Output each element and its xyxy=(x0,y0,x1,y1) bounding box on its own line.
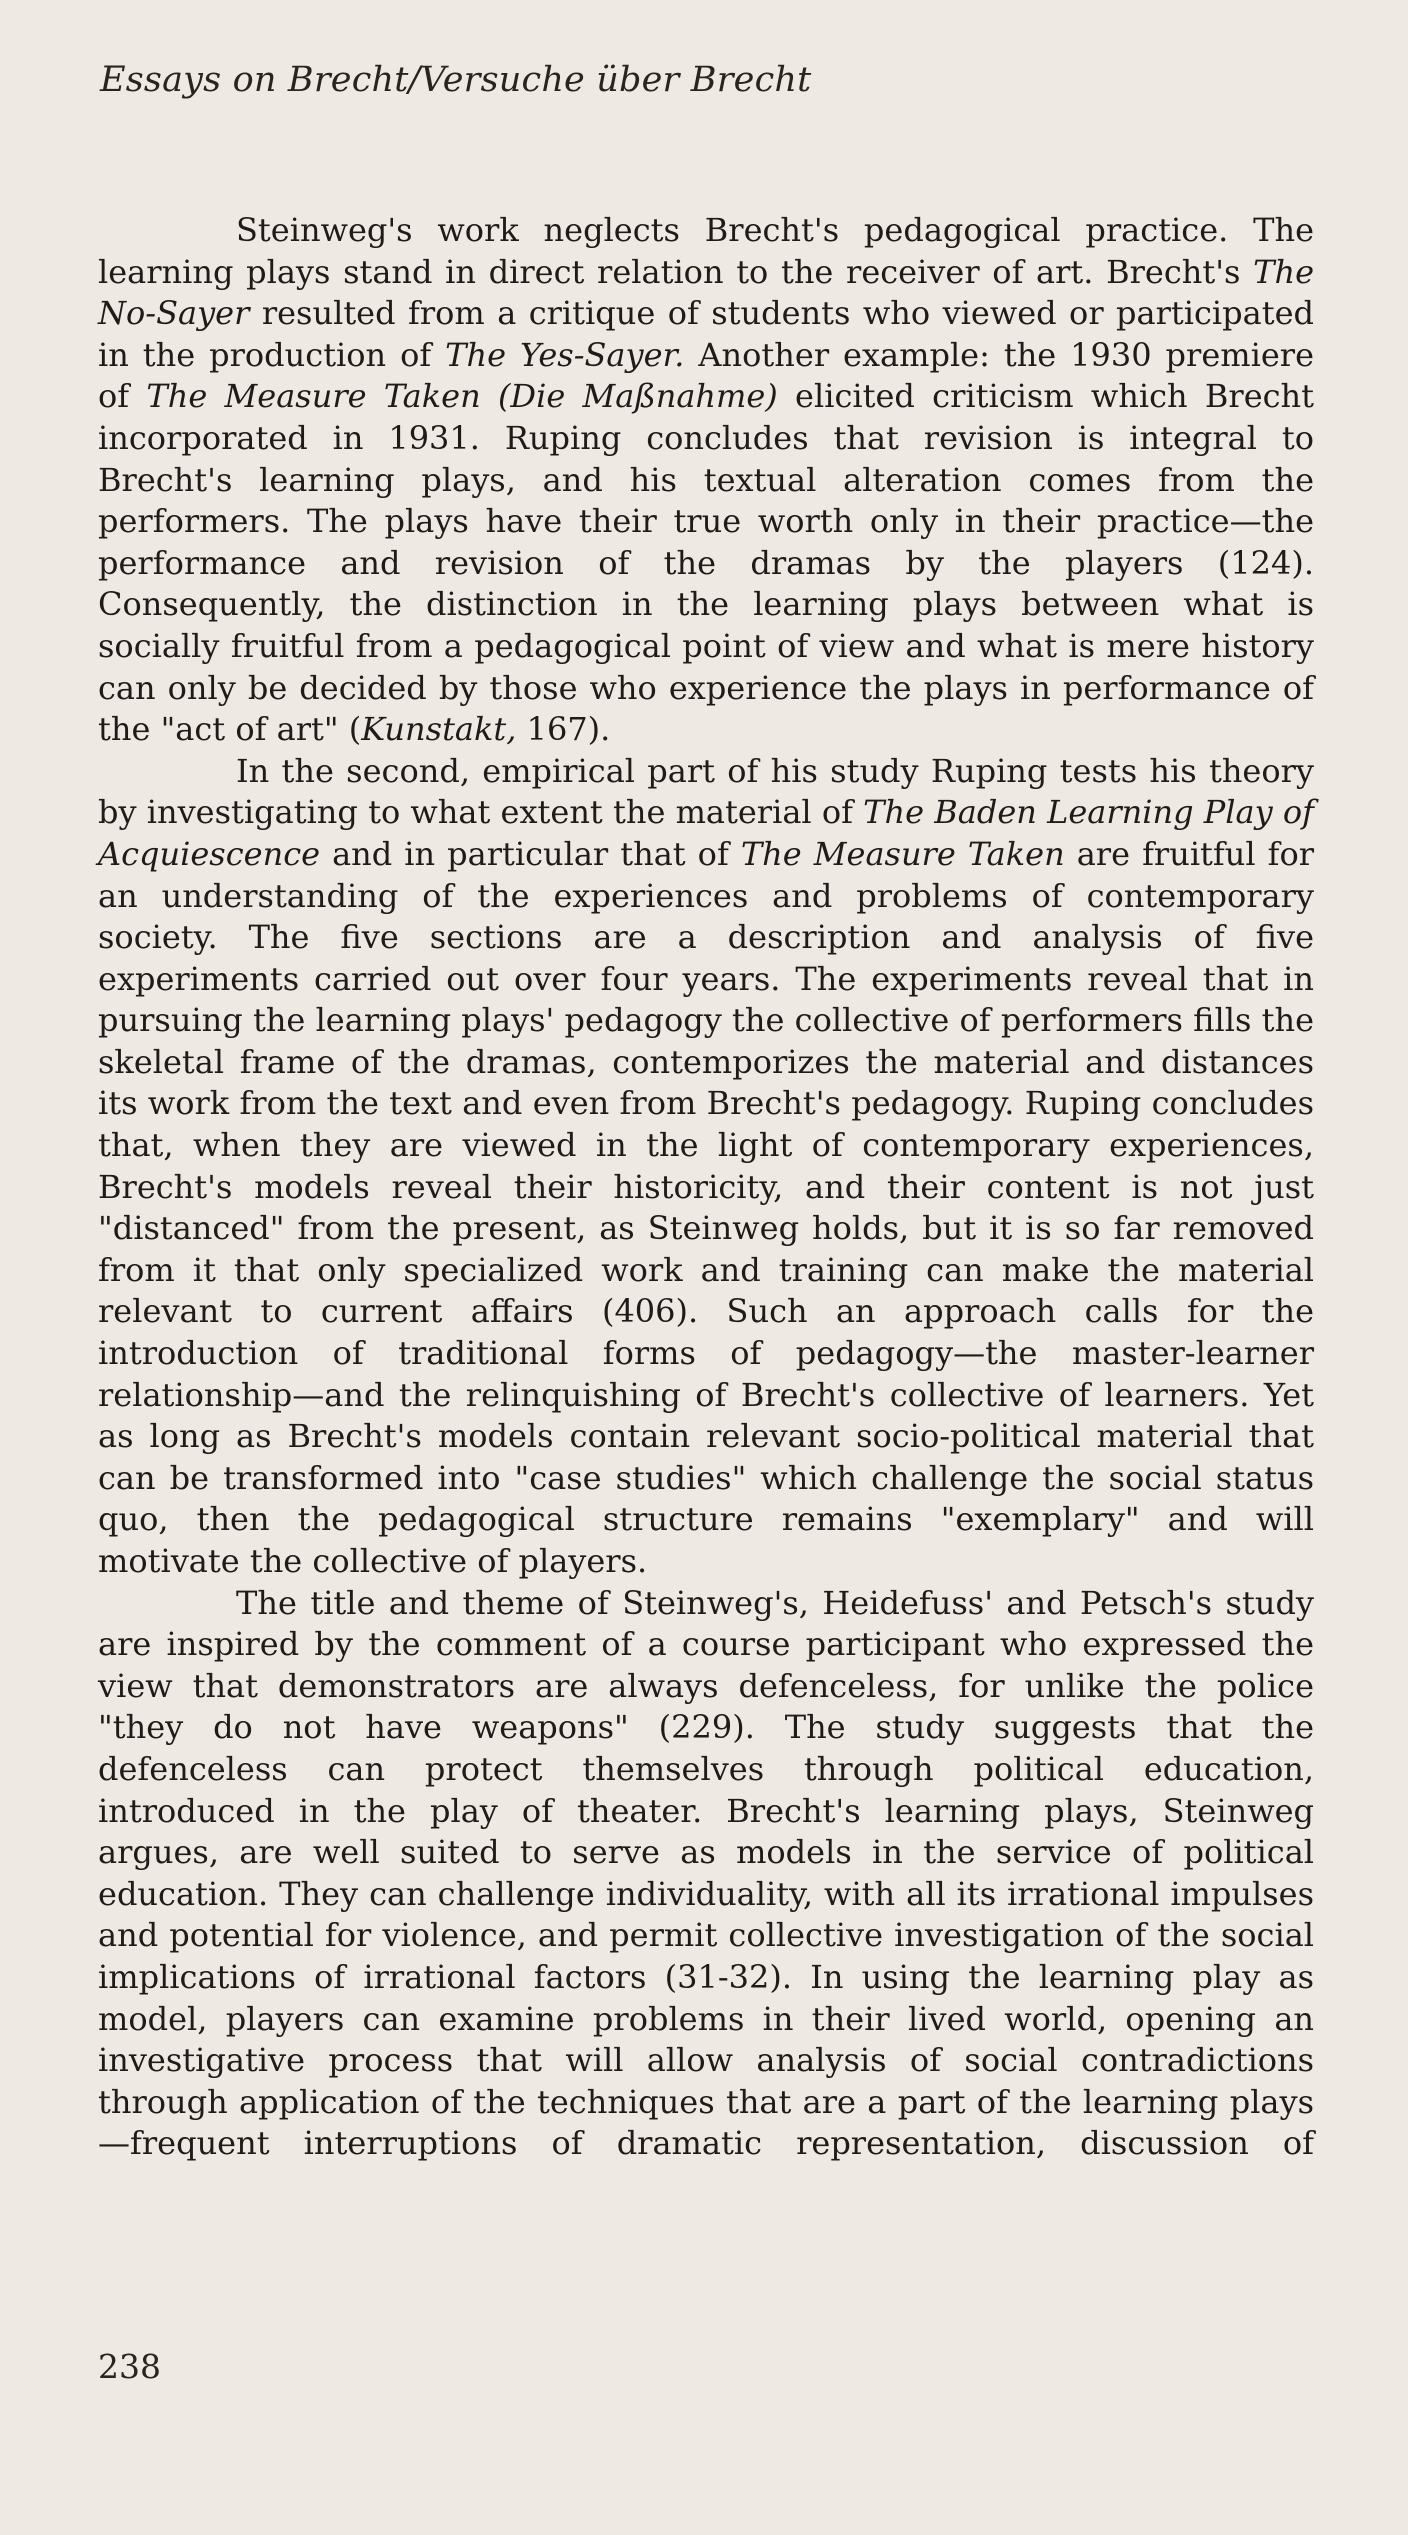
p1-text-3: Another example: the 1930 premiere of xyxy=(98,335,1315,416)
p1-text-2: resulted from a critique of students who viewed or participated in the production of xyxy=(98,294,1314,374)
page-number: 238 xyxy=(98,2347,161,2386)
p1-text-4: elicited criticism which Brecht incorporated in 1931. Ruping concludes that revision is integral to Brecht's learning plays, and his textual alteration comes from the performers. The plays have their true worth only in their practice—the performance and revision of the dramas by the players (124). Consequently, the distinction in the learning plays between what is socially fruitful from a pedagogical point of view and what is mere history can only be decided by those who experience the plays in performance of the "act of art" ( xyxy=(98,377,1315,749)
p1-text-5: 167). xyxy=(516,710,611,749)
running-head: Essays on Brecht/Versuche über Brecht xyxy=(100,60,812,100)
p1-title-measure-taken: The Measure Taken (Die Maßnahme) xyxy=(146,377,778,416)
p3-text-1: The title and theme of Steinweg's, Heidefuss' and Petsch's study are inspired by the comment of a course participant who expressed the view that demonstrators are always defenceless, for unlike the police "they do not have weapons" (229). The study suggests that the defenceless can protect themselves through political education, introduced in the play of theater. Brecht's learning plays, Steinweg argues, are well suited to serve as models in the service of political education. They can challenge individuality, with all its irrational impulses and potential for violence, and permit collective investigation of the social implications of irrational factors (31-32). In using the learning play as model, players can examine problems in their lived world, opening an investigative process that will allow analysis of social contradictions through application of the techniques that are a part of the learning plays—frequent interruptions of dramatic representation, discussion of xyxy=(98,1583,1314,2163)
p2-title-measure-taken: The Measure Taken xyxy=(740,834,1065,873)
p1-title-kunstakt: Kunstakt, xyxy=(361,710,517,749)
p2-text-2: and in particular that of xyxy=(320,834,741,873)
p1-title-no-sayer: The No-Sayer xyxy=(98,252,1314,333)
p1-text-1: Steinweg's work neglects Brecht's pedagogical practice. The learning plays stand in direct relation to the receiver of art. Brecht's xyxy=(98,211,1314,291)
p2-title-baden: The Baden Learning Play of Acquiescence xyxy=(98,793,1315,873)
p2-text-1: In the second, empirical part of his study Ruping tests his theory by investigating to what extent the material of xyxy=(98,751,1314,832)
paragraph-1 xyxy=(98,210,1314,751)
body-text xyxy=(98,210,1314,2165)
p2-text-3: are fruitful for an understanding of the experiences and problems of contemporary society. The five sections are a description and analysis of five experiments carried out over four years. The experiments reveal that in pursuing the learning plays' pedagogy the collective of performers fills the skeletal frame of the dramas, contemporizes the material and distances its work from the text and even from Brecht's pedagogy. Ruping concludes that, when they are viewed in the light of contemporary experiences, Brecht's models reveal their historicity, and their content is not just "distanced" from the present, as Steinweg holds, but it is so far removed from it that only specialized work and training can make the material relevant to current affairs (406). Such an approach calls for the introduction of traditional forms of pedagogy—the master-learner relationship—and the relinquishing of Brecht's collective of learners. Yet as long as Brecht's models contain relevant socio-political material that can be transformed into "case studies" which challenge the social status quo, then the pedagogical structure remains "exemplary" and will motivate the collective of players. xyxy=(98,834,1315,1580)
paragraph-2 xyxy=(98,751,1314,1583)
paragraph-3 xyxy=(98,1583,1314,2165)
p1-title-yes-sayer: The Yes-Sayer. xyxy=(445,335,685,374)
